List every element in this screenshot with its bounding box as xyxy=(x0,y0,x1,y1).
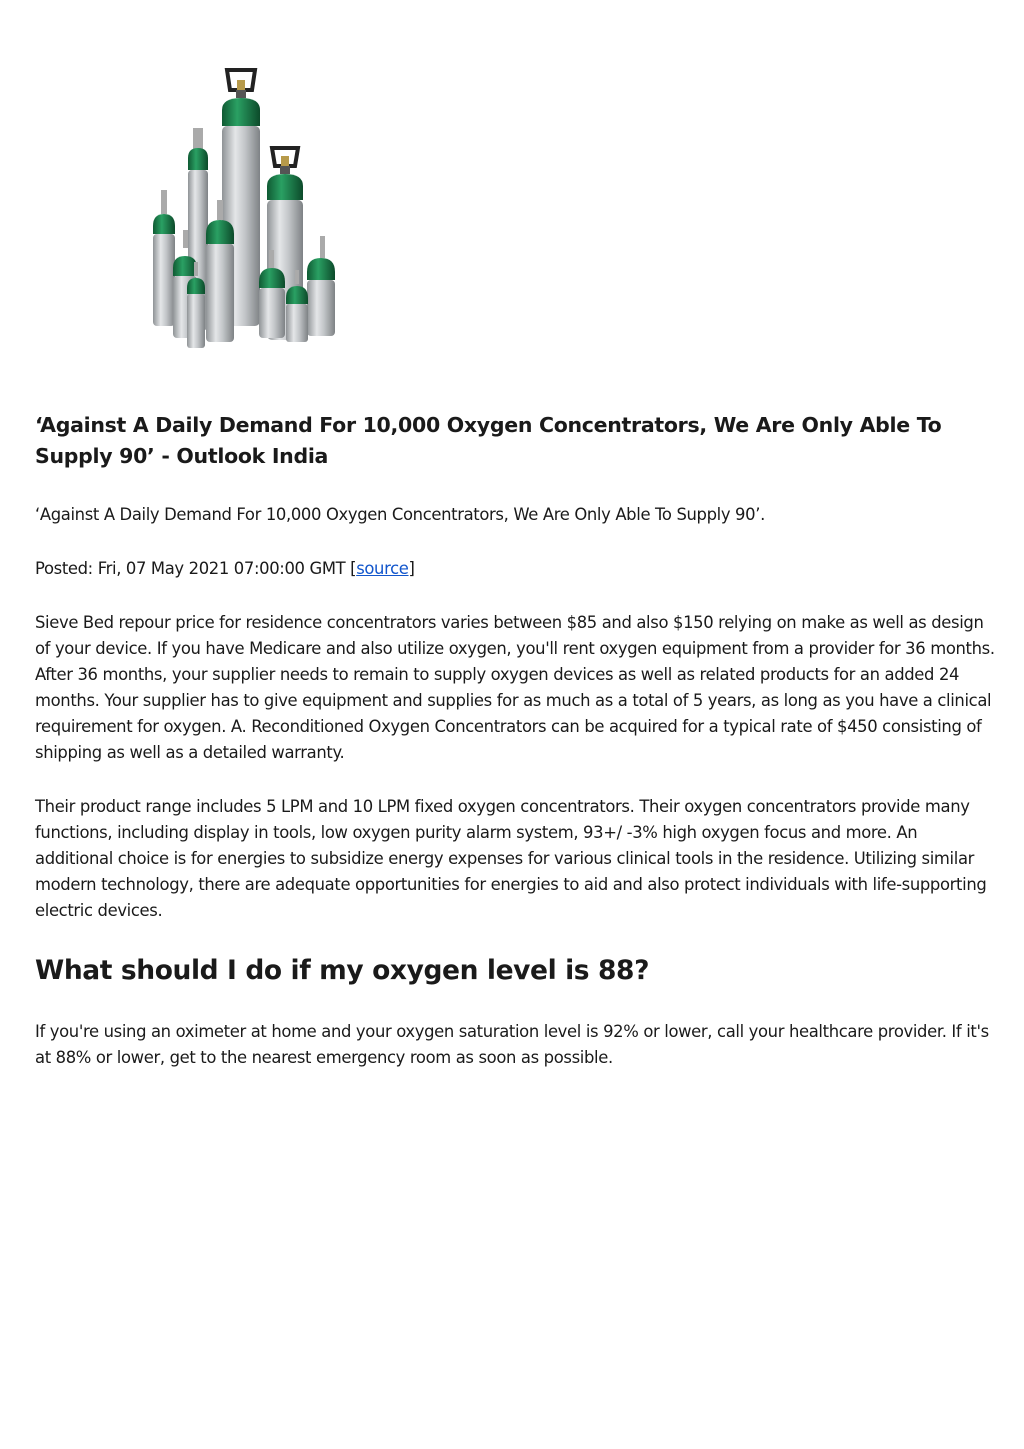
posted-suffix: ] xyxy=(408,559,415,578)
section-heading: What should I do if my oxygen level is 88? xyxy=(35,955,650,986)
paragraph-oximeter: If you're using an oximeter at home and your oxygen saturation level is 92% or lower, call your healthcare provider. If it's at 88% or lower, get to the nearest emergency room as soon as possible. xyxy=(35,1022,989,1067)
oxygen-cylinders-icon xyxy=(110,58,350,358)
article-lede: ‘Against A Daily Demand For 10,000 Oxygen Concentrators, We Are Only Able To Supply 90’. xyxy=(35,505,765,524)
source-link[interactable]: source xyxy=(356,559,409,578)
paragraph-sieve-bed: Sieve Bed repour price for residence concentrators varies between $85 and also $150 relying on make as well as design of your device. If you have Medicare and also utilize oxygen, you'll rent oxygen equipment from a provider for 36 months. After 36 months, your supplier needs to remain to supply oxygen devices as well as related products for an added 24 months. Your supplier has to give equipment and supplies for as much as a total of 5 years, as long as you have a clinical requirement for oxygen. A. Reconditioned Oxygen Concentrators can be acquired for a typical rate of $450 consisting of shipping as well as a detailed warranty. xyxy=(35,613,995,762)
posted-line xyxy=(35,556,995,582)
article-title: ‘Against A Daily Demand For 10,000 Oxygen Concentrators, We Are Only Able To Supply 90’ - Outlook India xyxy=(35,413,942,468)
oxygen-cylinders-image xyxy=(110,58,350,358)
posted-date: Posted: Fri, 07 May 2021 07:00:00 GMT [ xyxy=(35,559,357,578)
paragraph-product-range: Their product range includes 5 LPM and 10 LPM fixed oxygen concentrators. Their oxygen concentrators provide many functions, including display in tools, low oxygen purity alarm system, 93+/ -3% high oxygen focus and more. An additional choice is for energies to subsidize energy expenses for various clinical tools in the residence. Utilizing similar modern technology, there are adequate opportunities for energies to aid and also protect individuals with life-supporting electric devices. xyxy=(35,797,987,920)
